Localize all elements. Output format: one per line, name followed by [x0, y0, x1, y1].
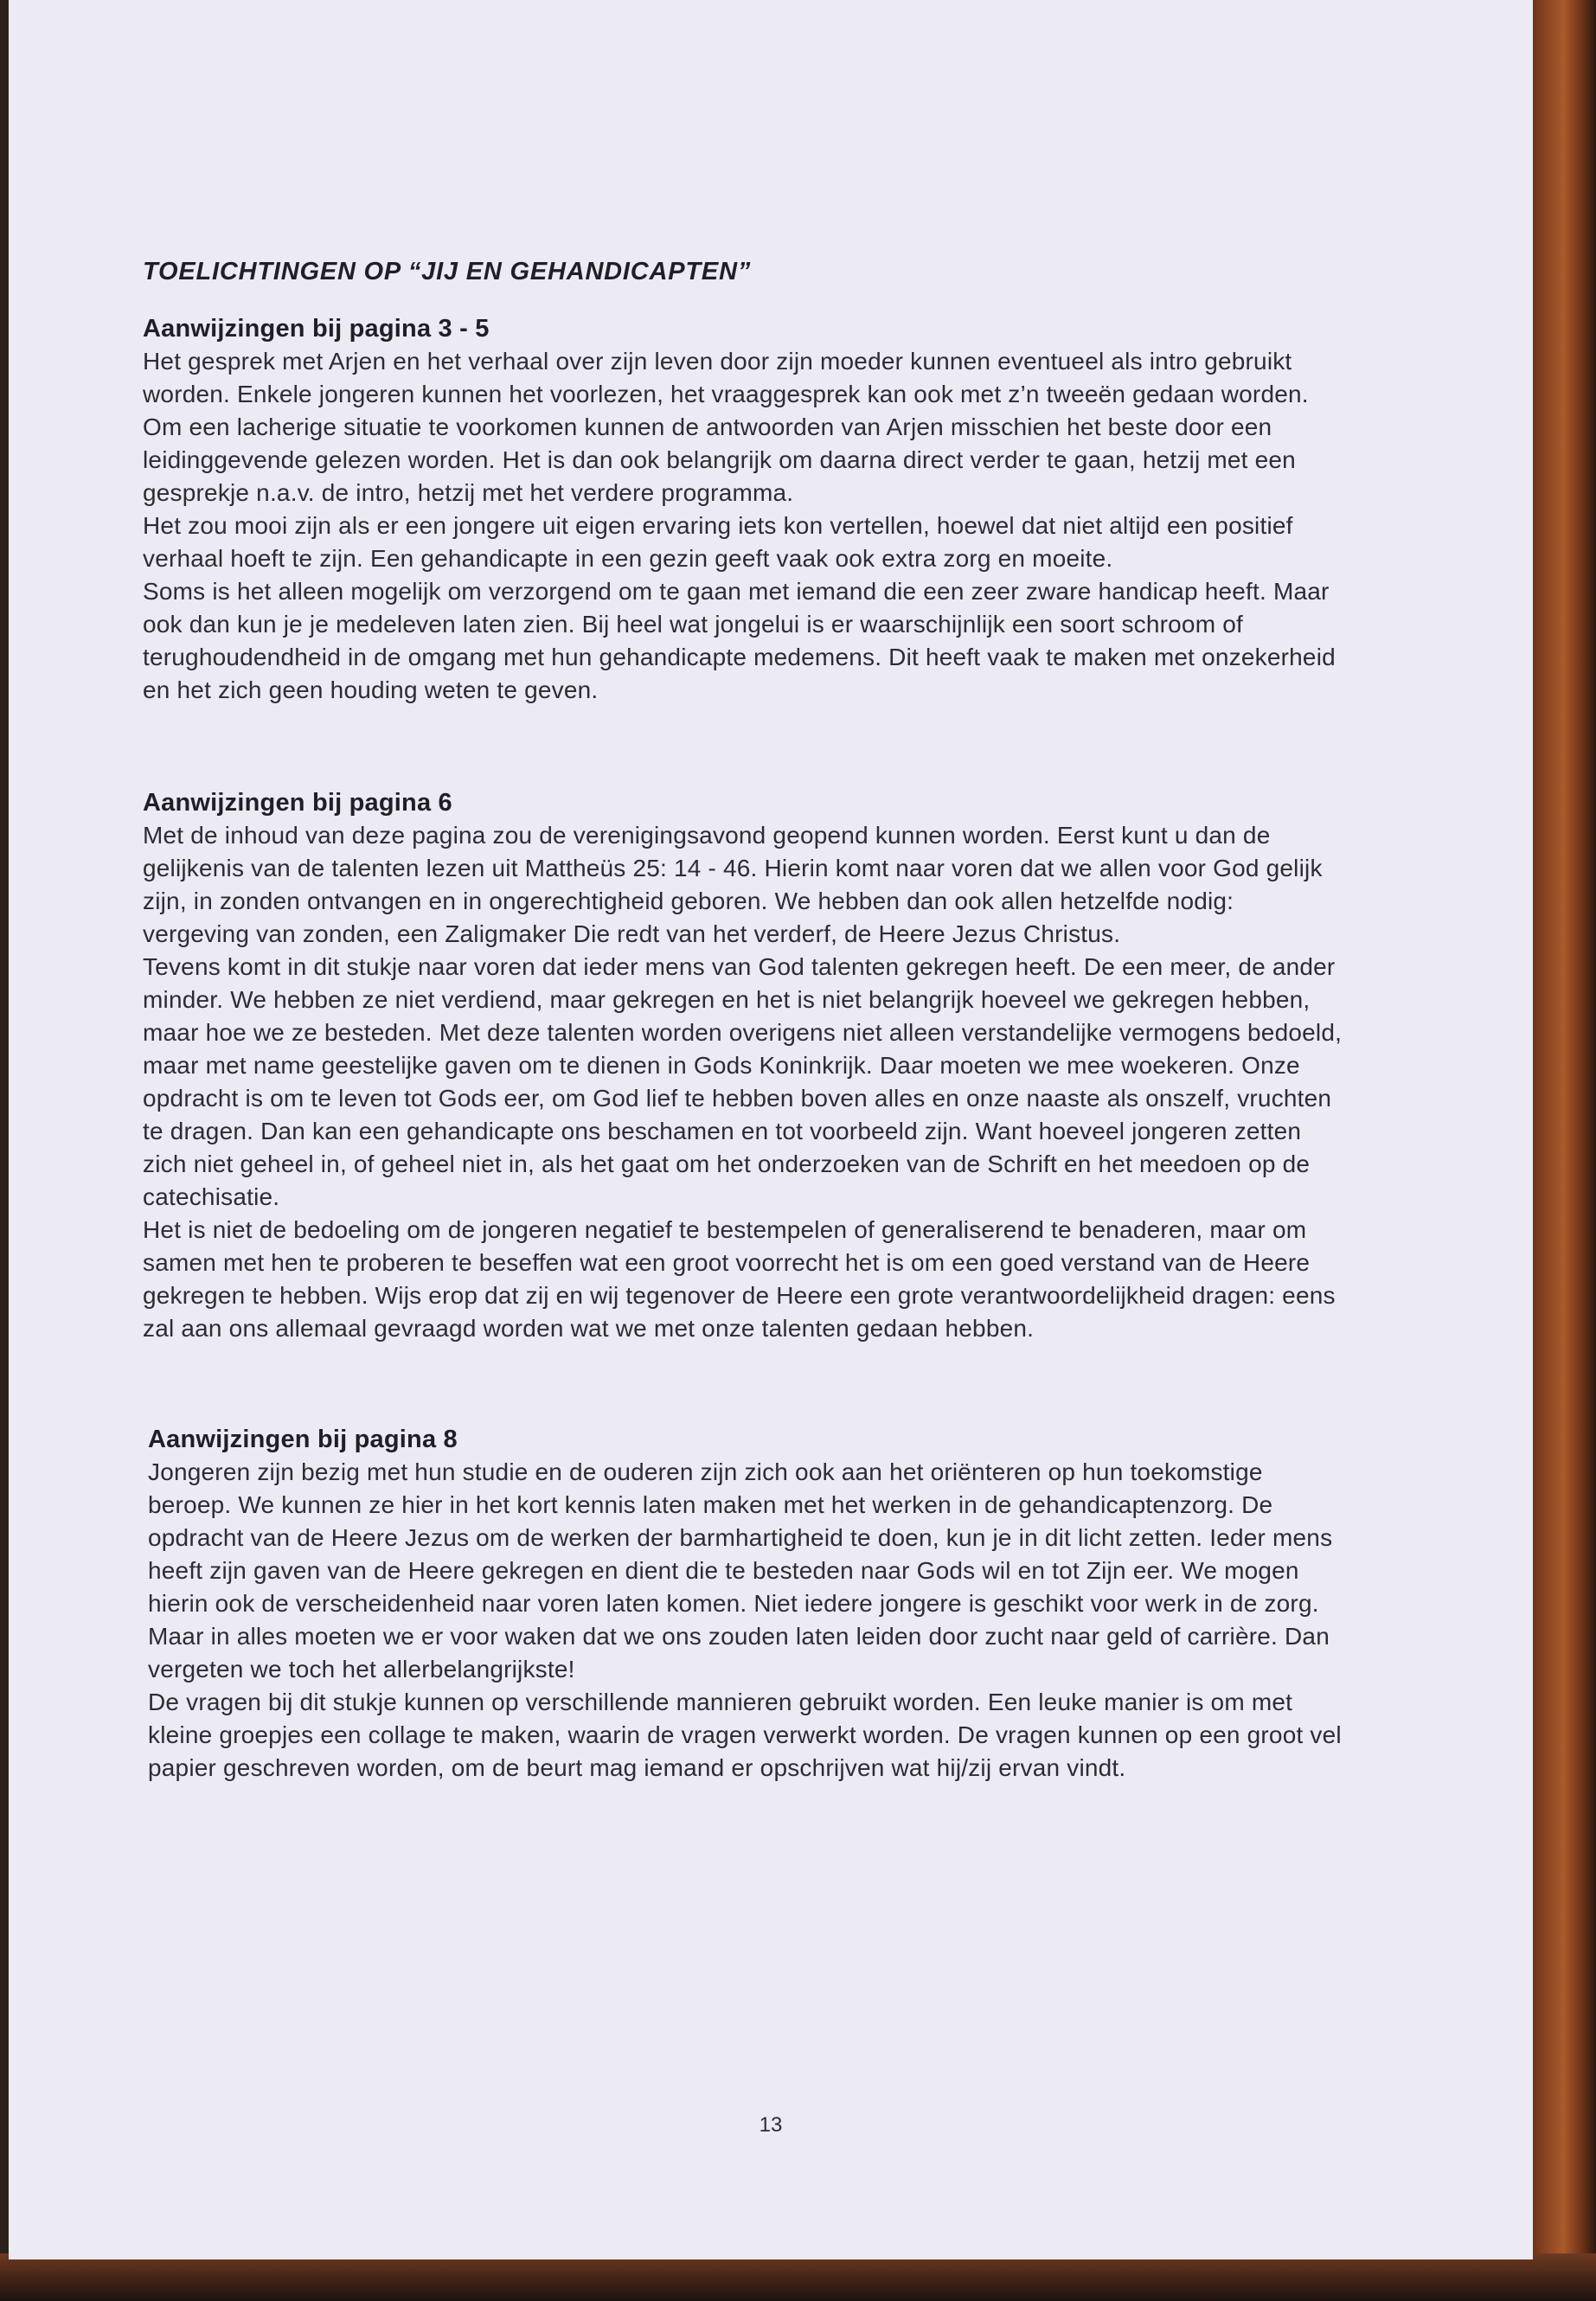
page-number: 13 — [759, 2113, 783, 2137]
section-paragraph: Met de inhoud van deze pagina zou de verenigingsavond geopend kunnen worden. Eerst kunt u dan de gelijkenis van de talenten lezen uit Mattheüs 25: 14 - 46. Hierin komt naar voren dat we allen voor God gelijk zijn, in zonden ontvangen en in ongerechtigheid geboren. We hebben dan ook allen hetzelfde nodig: vergeving van zonden, een Zaligmaker Die redt van het verderf, de Heere Jezus Christus. — [143, 822, 1323, 947]
section-paragraph: Het is niet de bedoeling om de jongeren negatief te bestempelen of generaliserend te benaderen, maar om samen met hen te proberen te beseffen wat een groot voorrecht het is om een goed verstand van de Heere gekregen te hebben. Wijs erop dat zij en wij tegenover de Heere een grote verantwoordelijkheid dragen: eens zal aan ons allemaal gevraagd worden wat we met onze talenten gedaan hebben. — [143, 1216, 1336, 1342]
section-paragraph: Soms is het alleen mogelijk om verzorgend om te gaan met iemand die een zeer zware handicap heeft. Maar ook dan kun je je medeleven laten zien. Bij heel wat jongelui is er waarschijnlijk een soort schroom of terughoudendheid in de omgang met hun gehandicapte medemens. Dit heeft vaak te maken met onzekerheid en het zich geen houding weten te geven. — [143, 578, 1336, 703]
section-heading: Aanwijzingen bij pagina 8 — [148, 1426, 458, 1453]
section-paragraph: Het gesprek met Arjen en het verhaal over zijn leven door zijn moeder kunnen eventueel als intro gebruikt worden. Enkele jongeren kunnen het voorlezen, het vraaggesprek kan ook met z’n tweeën gedaan worden. Om een lacherige situatie te voorkomen kunnen de antwoorden van Arjen misschien het beste door een leidinggevende gelezen worden. Het is dan ook belangrijk om daarna direct verder te gaan, hetzij met een gesprekje n.a.v. de intro, hetzij met het verdere programma. — [143, 348, 1309, 506]
book-binding-bottom — [0, 2253, 1596, 2301]
book-binding-right — [1524, 0, 1596, 2301]
section-heading: Aanwijzingen bij pagina 3 - 5 — [143, 315, 490, 343]
section-heading: Aanwijzingen bij pagina 6 — [143, 789, 452, 817]
section-pagina-6 — [143, 786, 1345, 1345]
section-pagina-8 — [148, 1423, 1345, 1785]
section-pagina-3-5 — [143, 312, 1345, 707]
document-title: TOELICHTINGEN OP “JIJ EN GEHANDICAPTEN” — [143, 258, 752, 285]
section-paragraph: Jongeren zijn bezig met hun studie en de ouderen zijn zich ook aan het oriënteren op hun toekomstige beroep. We kunnen ze hier in het kort kennis laten maken met het werken in de gehandicaptenzorg. De opdracht van de Heere Jezus om de werken der barmhartigheid te doen, kun je in dit licht zetten. Ieder mens heeft zijn gaven van de Heere gekregen en dient die te besteden naar Gods wil en tot Zijn eer. We mogen hierin ook de verscheidenheid naar voren laten komen. Niet iedere jongere is geschikt voor werk in de zorg. Maar in alles moeten we er voor waken dat we ons zouden laten leiden door zucht naar geld of carrière. Dan vergeten we toch het allerbelangrijkste! — [148, 1458, 1333, 1682]
section-paragraph: De vragen bij dit stukje kunnen op verschillende mannieren gebruikt worden. Een leuke manier is om met kleine groepjes een collage te maken, waarin de vragen verwerkt worden. De vragen kunnen op een groot vel papier geschreven worden, om de beurt mag iemand er opschrijven wat hij/zij ervan vindt. — [148, 1689, 1342, 1781]
section-paragraph: Het zou mooi zijn als er een jongere uit eigen ervaring iets kon vertellen, hoewel dat niet altijd een positief verhaal hoeft te zijn. Een gehandicapte in een gezin geeft vaak ook extra zorg en moeite. — [143, 512, 1293, 572]
document-page — [9, 0, 1533, 2259]
page-content — [143, 255, 1345, 1785]
section-paragraph: Tevens komt in dit stukje naar voren dat ieder mens van God talenten gekregen heeft. De een meer, de ander minder. We hebben ze niet verdiend, maar gekregen en het is niet belangrijk hoeveel we gekregen hebben, maar hoe we ze besteden. Met deze talenten worden overigens niet alleen verstandelijke vermogens bedoeld, maar met name geestelijke gaven om te dienen in Gods Koninkrijk. Daar moeten we mee woekeren. Onze opdracht is om te leven tot Gods eer, om God lief te hebben boven alles en onze naaste als onszelf, vruchten te dragen. Dan kan een gehandicapte ons beschamen en tot voorbeeld zijn. Want hoeveel jongeren zetten zich niet geheel in, of geheel niet in, als het gaat om het onderzoeken van de Schrift en het meedoen op de catechisatie. — [143, 953, 1343, 1210]
